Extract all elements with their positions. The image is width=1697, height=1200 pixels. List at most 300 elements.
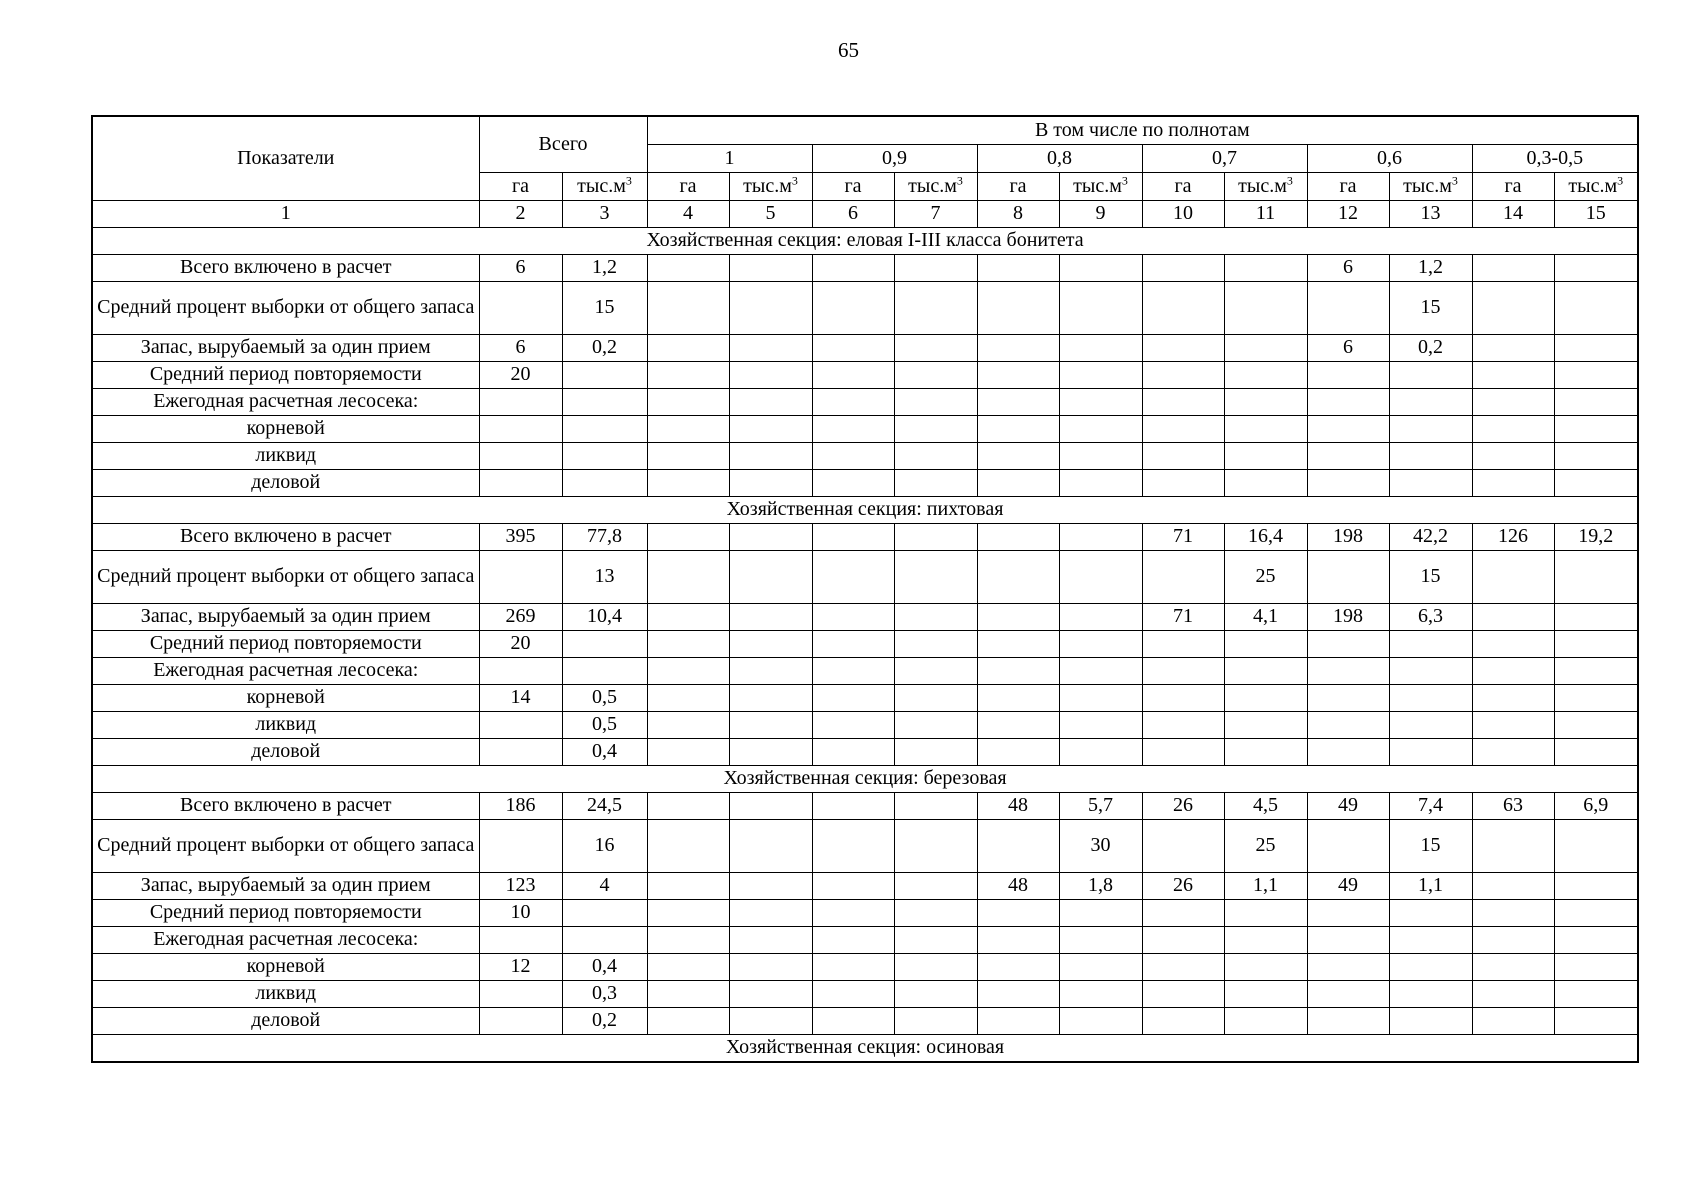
column-number: 10 <box>1142 201 1224 228</box>
header-by-density: В том числе по полнотам <box>647 116 1638 145</box>
table-cell <box>1307 820 1389 873</box>
table-cell <box>1059 551 1142 604</box>
table-cell <box>977 443 1059 470</box>
table-cell <box>1142 335 1224 362</box>
row-label: Всего включено в расчет <box>92 524 479 551</box>
table-cell <box>1224 712 1307 739</box>
table-cell <box>1224 739 1307 766</box>
table-cell: 0,3 <box>562 981 647 1008</box>
table-cell <box>1142 1008 1224 1035</box>
table-cell <box>812 954 894 981</box>
table-cell <box>1224 1008 1307 1035</box>
table-cell <box>729 820 812 873</box>
table-cell <box>1142 631 1224 658</box>
table-cell: 30 <box>1059 820 1142 873</box>
table-cell <box>647 739 729 766</box>
table-cell <box>729 927 812 954</box>
table-cell: 6 <box>479 255 562 282</box>
header-density-group: 1 <box>647 145 812 173</box>
table-cell: 1,2 <box>562 255 647 282</box>
table-cell: 12 <box>479 954 562 981</box>
table-cell: 198 <box>1307 604 1389 631</box>
table-cell <box>1142 981 1224 1008</box>
column-number: 7 <box>894 201 977 228</box>
table-cell: 14 <box>479 685 562 712</box>
table-cell <box>1142 389 1224 416</box>
table-cell <box>647 335 729 362</box>
header-unit-volume: $тыс.м^3$ <box>1059 173 1142 201</box>
table-cell <box>894 927 977 954</box>
section-title: Хозяйственная секция: еловая I-III класса бонитета <box>92 228 1638 255</box>
row-label: деловой <box>92 1008 479 1035</box>
table-cell <box>1059 631 1142 658</box>
table-cell <box>977 820 1059 873</box>
table-cell <box>1472 739 1554 766</box>
table-cell <box>729 793 812 820</box>
row-label: Средний процент выборки от общего запаса <box>92 551 479 604</box>
table-cell <box>1389 685 1472 712</box>
table-cell <box>729 1008 812 1035</box>
table-cell <box>1142 685 1224 712</box>
table-cell <box>1472 631 1554 658</box>
table-cell: 6 <box>1307 335 1389 362</box>
table-cell <box>479 1008 562 1035</box>
table-cell <box>1554 954 1638 981</box>
table-row <box>92 739 1638 766</box>
table-cell <box>562 362 647 389</box>
column-number: 12 <box>1307 201 1389 228</box>
table-cell <box>1142 900 1224 927</box>
table-cell <box>812 335 894 362</box>
table-cell <box>1472 416 1554 443</box>
table-cell <box>977 255 1059 282</box>
table-cell <box>1142 820 1224 873</box>
table-cell <box>812 282 894 335</box>
table-cell <box>1554 873 1638 900</box>
column-number: 14 <box>1472 201 1554 228</box>
table-cell <box>647 362 729 389</box>
table-cell <box>479 927 562 954</box>
table-cell <box>894 524 977 551</box>
table-cell <box>1307 685 1389 712</box>
table-cell <box>1389 981 1472 1008</box>
table-cell: 77,8 <box>562 524 647 551</box>
row-label: корневой <box>92 954 479 981</box>
table-cell: 48 <box>977 793 1059 820</box>
table-cell <box>1554 631 1638 658</box>
table-cell <box>562 658 647 685</box>
table-cell <box>562 631 647 658</box>
table-cell <box>1307 927 1389 954</box>
table-cell <box>1059 443 1142 470</box>
table-cell <box>894 981 977 1008</box>
table-cell: 0,4 <box>562 739 647 766</box>
header-unit-volume: $тыс.м^3$ <box>894 173 977 201</box>
table-cell <box>894 551 977 604</box>
table-cell <box>977 712 1059 739</box>
table-cell <box>1307 658 1389 685</box>
table-cell <box>1142 551 1224 604</box>
table-cell <box>812 793 894 820</box>
table-cell <box>1059 900 1142 927</box>
row-label: Всего включено в расчет <box>92 793 479 820</box>
column-number: 8 <box>977 201 1059 228</box>
table-cell <box>1059 362 1142 389</box>
table-cell <box>1554 685 1638 712</box>
table-cell <box>812 685 894 712</box>
table-cell <box>1554 712 1638 739</box>
table-cell: 1,2 <box>1389 255 1472 282</box>
table-cell <box>1389 739 1472 766</box>
table-cell <box>729 389 812 416</box>
table-cell: 6,9 <box>1554 793 1638 820</box>
table-cell <box>647 900 729 927</box>
table-cell <box>1389 658 1472 685</box>
table-cell: 0,2 <box>1389 335 1472 362</box>
column-number: 6 <box>812 201 894 228</box>
table-cell: 71 <box>1142 604 1224 631</box>
row-label: ликвид <box>92 712 479 739</box>
table-cell <box>1142 282 1224 335</box>
table-cell <box>1554 255 1638 282</box>
table-cell <box>479 551 562 604</box>
table-cell: 4,1 <box>1224 604 1307 631</box>
table-cell <box>647 685 729 712</box>
table-row <box>92 362 1638 389</box>
table-row <box>92 551 1638 604</box>
table-cell <box>1554 443 1638 470</box>
table-cell <box>729 873 812 900</box>
row-label: корневой <box>92 416 479 443</box>
table-row <box>92 335 1638 362</box>
table-cell <box>1472 981 1554 1008</box>
table-cell <box>647 658 729 685</box>
header-density-group: 0,3-0,5 <box>1472 145 1638 173</box>
table-cell <box>894 712 977 739</box>
header-unit-volume: $тыс.м^3$ <box>729 173 812 201</box>
table-cell <box>647 524 729 551</box>
table-cell <box>647 873 729 900</box>
table-cell <box>647 604 729 631</box>
table-cell <box>1554 389 1638 416</box>
table-cell <box>894 255 977 282</box>
table-cell <box>647 1008 729 1035</box>
table-cell <box>1142 927 1224 954</box>
row-label: Ежегодная расчетная лесосека: <box>92 927 479 954</box>
table-cell <box>479 443 562 470</box>
table-cell: 15 <box>562 282 647 335</box>
table-cell <box>1389 389 1472 416</box>
table-cell <box>1224 954 1307 981</box>
table-cell <box>729 739 812 766</box>
table-row <box>92 282 1638 335</box>
table-cell <box>1059 389 1142 416</box>
table-cell <box>1554 282 1638 335</box>
table-cell <box>977 551 1059 604</box>
table-cell <box>894 900 977 927</box>
header-density-group: 0,6 <box>1307 145 1472 173</box>
table-cell <box>977 631 1059 658</box>
row-label: Запас, вырубаемый за один прием <box>92 335 479 362</box>
table-cell: 26 <box>1142 873 1224 900</box>
table-cell: 0,5 <box>562 685 647 712</box>
table-cell: 395 <box>479 524 562 551</box>
table-cell: 7,4 <box>1389 793 1472 820</box>
table-cell <box>1307 443 1389 470</box>
table-cell <box>1224 631 1307 658</box>
table-cell <box>1472 389 1554 416</box>
table-cell <box>562 900 647 927</box>
table-row <box>92 712 1638 739</box>
column-numbers-row <box>92 201 1638 228</box>
table-cell: 63 <box>1472 793 1554 820</box>
row-label: Запас, вырубаемый за один прием <box>92 604 479 631</box>
table-row <box>92 658 1638 685</box>
table-cell <box>1224 927 1307 954</box>
table-cell <box>812 389 894 416</box>
table-cell: 20 <box>479 631 562 658</box>
table-cell <box>479 739 562 766</box>
table-cell <box>647 389 729 416</box>
table-cell <box>1389 954 1472 981</box>
table-cell <box>1472 927 1554 954</box>
table-cell: 16,4 <box>1224 524 1307 551</box>
table-cell <box>1307 362 1389 389</box>
table-cell <box>479 282 562 335</box>
table-cell <box>977 604 1059 631</box>
section-header-row <box>92 1035 1638 1063</box>
table-cell <box>479 470 562 497</box>
table-cell: 6,3 <box>1389 604 1472 631</box>
table-cell <box>647 927 729 954</box>
table-row <box>92 900 1638 927</box>
table-cell <box>647 631 729 658</box>
table-cell <box>729 631 812 658</box>
table-cell <box>1224 389 1307 416</box>
table-cell: 13 <box>562 551 647 604</box>
table-cell <box>812 470 894 497</box>
table-cell <box>812 416 894 443</box>
section-title: Хозяйственная секция: березовая <box>92 766 1638 793</box>
table-cell <box>1472 362 1554 389</box>
row-label: ликвид <box>92 981 479 1008</box>
table-cell <box>1142 658 1224 685</box>
table-cell: 0,5 <box>562 712 647 739</box>
row-label: Запас, вырубаемый за один прием <box>92 873 479 900</box>
table-cell <box>894 362 977 389</box>
page-number: 65 <box>838 38 859 62</box>
table-cell <box>894 416 977 443</box>
table-cell <box>1554 362 1638 389</box>
table-cell <box>1142 443 1224 470</box>
table-cell <box>729 524 812 551</box>
table-cell: 25 <box>1224 820 1307 873</box>
table-cell <box>479 416 562 443</box>
table-cell: 15 <box>1389 551 1472 604</box>
table-row <box>92 981 1638 1008</box>
table-cell <box>1554 981 1638 1008</box>
table-cell <box>812 927 894 954</box>
row-label: Ежегодная расчетная лесосека: <box>92 658 479 685</box>
table-cell: 1,1 <box>1224 873 1307 900</box>
table-cell <box>1224 335 1307 362</box>
table-cell <box>1224 416 1307 443</box>
table-cell <box>562 416 647 443</box>
row-label: корневой <box>92 685 479 712</box>
table-cell <box>812 820 894 873</box>
row-label: деловой <box>92 739 479 766</box>
table-cell <box>1554 604 1638 631</box>
table-cell <box>977 981 1059 1008</box>
table-cell <box>562 389 647 416</box>
table-cell <box>1307 470 1389 497</box>
table-cell <box>562 443 647 470</box>
table-cell: 42,2 <box>1389 524 1472 551</box>
table-cell: 5,7 <box>1059 793 1142 820</box>
column-number: 3 <box>562 201 647 228</box>
table-cell <box>1554 470 1638 497</box>
table-cell <box>1554 927 1638 954</box>
table-cell <box>647 793 729 820</box>
table-cell <box>1224 900 1307 927</box>
table-cell: 15 <box>1389 820 1472 873</box>
section-header-row <box>92 766 1638 793</box>
table-cell <box>1554 416 1638 443</box>
table-cell: 25 <box>1224 551 1307 604</box>
table-cell <box>479 712 562 739</box>
table-cell <box>1224 443 1307 470</box>
table-cell <box>1059 604 1142 631</box>
table-cell <box>1224 362 1307 389</box>
table-cell <box>729 443 812 470</box>
table-cell <box>812 739 894 766</box>
table-cell <box>1059 981 1142 1008</box>
table-cell <box>812 604 894 631</box>
row-label: Ежегодная расчетная лесосека: <box>92 389 479 416</box>
table-cell <box>894 685 977 712</box>
row-label: Всего включено в расчет <box>92 255 479 282</box>
table-cell: 6 <box>479 335 562 362</box>
table-cell <box>1224 685 1307 712</box>
table-cell <box>1554 1008 1638 1035</box>
table-cell <box>562 927 647 954</box>
table-cell <box>729 954 812 981</box>
column-number: 5 <box>729 201 812 228</box>
table-cell <box>1554 900 1638 927</box>
table-cell <box>1059 927 1142 954</box>
table-cell <box>1389 900 1472 927</box>
table-cell <box>1389 927 1472 954</box>
table-cell <box>1472 604 1554 631</box>
table-row <box>92 470 1638 497</box>
table-cell <box>729 712 812 739</box>
table-cell <box>1142 954 1224 981</box>
table-row <box>92 820 1638 873</box>
section-title: Хозяйственная секция: осиновая <box>92 1035 1638 1063</box>
table-cell <box>1059 685 1142 712</box>
header-density-group: 0,8 <box>977 145 1142 173</box>
table-cell: 24,5 <box>562 793 647 820</box>
header-unit-ha: га <box>812 173 894 201</box>
table-cell <box>894 739 977 766</box>
table-cell <box>1059 524 1142 551</box>
table-cell <box>894 470 977 497</box>
table-cell <box>729 416 812 443</box>
header-density-group: 0,7 <box>1142 145 1307 173</box>
table-cell <box>647 820 729 873</box>
table-cell <box>812 1008 894 1035</box>
table-cell <box>812 658 894 685</box>
table-cell <box>1142 739 1224 766</box>
header-unit-ha: га <box>1307 173 1389 201</box>
table-cell <box>1059 1008 1142 1035</box>
table-cell: 16 <box>562 820 647 873</box>
column-number: 2 <box>479 201 562 228</box>
table-cell <box>1142 255 1224 282</box>
table-row <box>92 631 1638 658</box>
row-label: деловой <box>92 470 479 497</box>
table-cell <box>977 739 1059 766</box>
table-cell <box>1389 1008 1472 1035</box>
table-cell <box>1142 416 1224 443</box>
table-cell: 26 <box>1142 793 1224 820</box>
header-unit-ha: га <box>1142 173 1224 201</box>
table-row <box>92 443 1638 470</box>
table-cell <box>894 604 977 631</box>
table-cell <box>1307 739 1389 766</box>
table-cell <box>1389 362 1472 389</box>
table-cell <box>729 685 812 712</box>
table-cell <box>479 389 562 416</box>
table-cell <box>977 470 1059 497</box>
header-density-group: 0,9 <box>812 145 977 173</box>
column-number: 9 <box>1059 201 1142 228</box>
table-cell <box>894 793 977 820</box>
table-cell <box>1554 658 1638 685</box>
row-label: Средний период повторяемости <box>92 900 479 927</box>
table-cell: 126 <box>1472 524 1554 551</box>
table-cell <box>1224 282 1307 335</box>
header-unit-volume: $тыс.м^3$ <box>1224 173 1307 201</box>
row-label: Средний период повторяемости <box>92 631 479 658</box>
table-cell <box>977 335 1059 362</box>
table-cell <box>812 712 894 739</box>
table-cell <box>977 658 1059 685</box>
table-cell <box>812 255 894 282</box>
table-cell <box>894 873 977 900</box>
column-number: 4 <box>647 201 729 228</box>
table-cell <box>729 362 812 389</box>
table-cell <box>812 524 894 551</box>
table-cell <box>1472 551 1554 604</box>
table-cell: 0,2 <box>562 1008 647 1035</box>
row-label: Средний период повторяемости <box>92 362 479 389</box>
header-unit-ha: га <box>479 173 562 201</box>
table-cell <box>1307 1008 1389 1035</box>
table-cell <box>812 443 894 470</box>
table-cell <box>1472 255 1554 282</box>
table-cell <box>894 282 977 335</box>
table-cell <box>1059 739 1142 766</box>
table-cell <box>1307 981 1389 1008</box>
table-cell <box>1472 443 1554 470</box>
table-cell <box>729 551 812 604</box>
table-row <box>92 389 1638 416</box>
table-cell: 10,4 <box>562 604 647 631</box>
table-cell <box>894 631 977 658</box>
table-cell <box>1307 551 1389 604</box>
table-cell: 1,8 <box>1059 873 1142 900</box>
